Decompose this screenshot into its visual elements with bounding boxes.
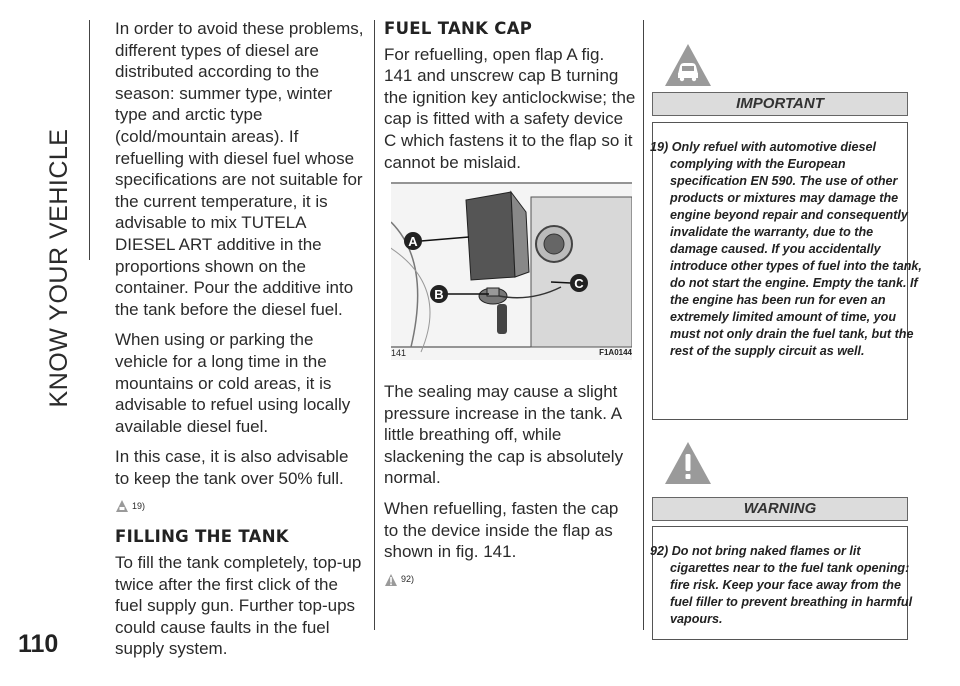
col2-paragraph-2: The sealing may cause a slight pressure increase in the tank. A little breathing off, while slackening the cap is absolutely normal. <box>384 382 624 488</box>
col1-paragraph-1: In order to avoid these problems, different types of diesel are distributed according to the season: summer type, winter type and arctic type (cold/mountain areas). If refuelling with diesel fuel whose specifications are not suitable for the current temperature, it is advisable to mix TUTELA DIESEL ART additive in the proportions shown on the container. Pour the additive into the tank before the diesel fuel. <box>115 19 364 319</box>
figure-number: 141 <box>391 348 407 358</box>
important-text: 19) Only refuel with automotive diesel complying with the European specification EN 590. The use of other products or mixtures may damage the engine beyond repair and consequently invalidate the warranty, due to the damage caused. If you accidentally introduce other types of fuel into the tank, do not start the engine. Empty the tank. If the engine has been run for even an extremely limited amount of time, you must not only drain the fuel tank, but the rest of the supply circuit as well. <box>650 140 922 358</box>
col1-paragraph-3: In this case, it is also advisable to keep the tank over 50% full. <box>115 447 349 488</box>
warning-box <box>650 526 913 640</box>
label-C: C <box>574 276 584 291</box>
reference-19[interactable]: 19) <box>115 498 367 514</box>
divider-2 <box>643 20 644 630</box>
fuel-tank-cap-heading: FUEL TANK CAP <box>384 19 533 38</box>
exclamation-warning-icon <box>663 440 713 486</box>
column-2-bottom <box>384 381 636 600</box>
mini-warning-icon <box>384 573 398 587</box>
car-warning-icon <box>663 42 713 88</box>
figure-code: F1A0144 <box>599 348 632 357</box>
divider-1 <box>374 20 375 630</box>
filling-tank-heading: FILLING THE TANK <box>115 527 289 547</box>
important-header: IMPORTANT <box>652 92 908 116</box>
col1-paragraph-2: When using or parking the vehicle for a long time in the mountains or cold areas, it is advisable to refuel using locally available diesel fuel. <box>115 330 351 436</box>
warning-header: WARNING <box>652 497 908 521</box>
column-2-top <box>384 18 636 182</box>
figure-141 <box>391 182 632 360</box>
mini-warning-icon <box>115 499 129 513</box>
important-box <box>650 122 922 420</box>
page-number: 110 <box>18 630 59 658</box>
reference-92[interactable]: 92) <box>384 572 636 588</box>
label-A: A <box>408 234 418 249</box>
col2-paragraph-3: When refuelling, fasten the cap to the device inside the flap as shown in fig. 141. <box>384 498 619 562</box>
warning-text: 92) Do not bring naked flames or lit cigarettes near to the fuel tank opening: fire risk. Keep your face away from the fuel filler to prevent breathing in harmful vapours. <box>650 544 913 626</box>
col1-paragraph-4: To fill the tank completely, top-up twice after the first click of the fuel supply gun. Further top-ups could cause faults in the fuel supply system. <box>115 553 362 659</box>
figure-caption <box>391 348 632 358</box>
column-1 <box>115 18 367 669</box>
label-B: B <box>434 287 444 302</box>
divider-left <box>89 20 90 260</box>
col2-paragraph-1: For refuelling, open flap A fig. 141 and unscrew cap B turning the ignition key anticlockwise; the cap is fitted with a safety device C which fastens it to the flap so it cannot be mislaid. <box>384 44 636 172</box>
